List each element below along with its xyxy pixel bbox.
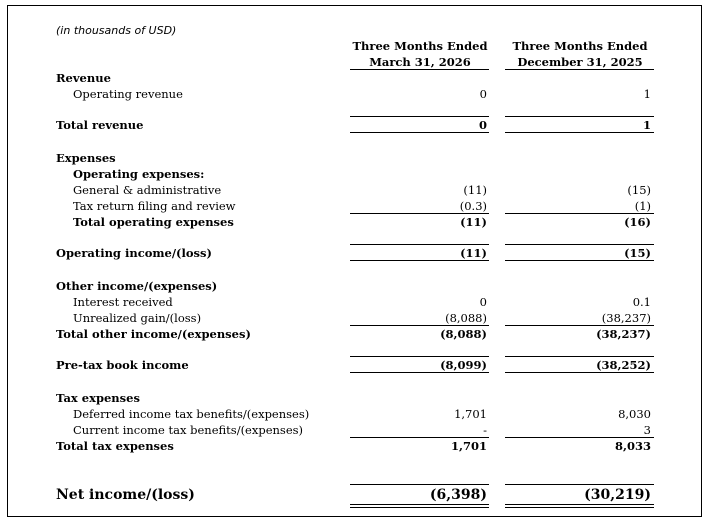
double-rule [350, 504, 489, 505]
value-cell: (38,237) [596, 327, 651, 341]
operating-expenses-heading: Operating expenses: [73, 167, 205, 181]
double-rule [505, 507, 654, 508]
header-underline [350, 69, 489, 70]
column-header-q1-2026 [350, 38, 490, 70]
rule [505, 132, 654, 133]
value-cell: 0 [479, 87, 487, 101]
net-income-label: Net income/(loss) [56, 487, 195, 503]
double-rule [350, 507, 489, 508]
row-label: Interest received [73, 295, 173, 309]
value-cell: (11) [460, 215, 487, 229]
row-label: Tax return filing and review [73, 199, 236, 213]
value-cell: (1) [634, 199, 651, 213]
rule [505, 325, 654, 326]
value-cell: 8,033 [614, 439, 651, 453]
revenue-heading: Revenue [56, 71, 111, 85]
rule [350, 244, 489, 245]
value-cell: (11) [463, 183, 487, 197]
row-label: Unrealized gain/(loss) [73, 311, 202, 325]
row-label: General & administrative [73, 183, 222, 197]
value-cell: (38,252) [596, 358, 651, 372]
value-cell: 1,701 [454, 407, 487, 421]
rule [505, 260, 654, 261]
rule [350, 213, 489, 214]
value-cell: (11) [460, 246, 487, 260]
pretax-label: Pre-tax book income [56, 358, 189, 372]
other-income-heading: Other income/(expenses) [56, 279, 218, 293]
expenses-heading: Expenses [56, 151, 116, 165]
value-cell: 0.1 [632, 295, 651, 309]
rule [350, 437, 489, 438]
total-operating-label: Total operating expenses [73, 215, 234, 229]
total-revenue-label: Total revenue [56, 118, 144, 132]
column-header-q4-2025 [501, 38, 659, 70]
rule [350, 132, 489, 133]
rule [350, 325, 489, 326]
rule [505, 213, 654, 214]
row-label: Deferred income tax benefits/(expenses) [73, 407, 310, 421]
column-header-line2: December 31, 2025 [517, 55, 643, 69]
value-cell: (38,237) [601, 311, 651, 325]
value-cell: 1 [642, 118, 651, 132]
column-header-line1: Three Months Ended [512, 39, 648, 53]
value-cell: 0 [478, 118, 487, 132]
header-underline [505, 69, 654, 70]
value-cell: (8,088) [445, 311, 487, 325]
rule [505, 437, 654, 438]
total-other-label: Total other income/(expenses) [56, 327, 251, 341]
value-cell: (30,219) [584, 487, 651, 503]
value-cell: (8,099) [440, 358, 487, 372]
value-cell: 0 [479, 295, 487, 309]
value-cell: (8,088) [440, 327, 487, 341]
tax-heading: Tax expenses [56, 391, 140, 405]
rule [350, 372, 489, 373]
value-cell: 3 [643, 423, 651, 437]
total-tax-label: Total tax expenses [56, 439, 174, 453]
value-cell: (15) [624, 246, 651, 260]
value-cell: (0.3) [459, 199, 487, 213]
value-cell: (6,398) [429, 487, 487, 503]
rule [505, 116, 654, 117]
rule [350, 356, 489, 357]
value-cell: 1 [643, 87, 651, 101]
units-note: (in thousands of USD) [56, 24, 177, 37]
rule [505, 244, 654, 245]
rule [505, 484, 654, 485]
value-cell: (15) [627, 183, 651, 197]
column-header-line2: March 31, 2026 [369, 55, 471, 69]
double-rule [505, 504, 654, 505]
rule [505, 372, 654, 373]
row-label: Current income tax benefits/(expenses) [73, 423, 304, 437]
rule [350, 116, 489, 117]
column-header-line1: Three Months Ended [352, 39, 488, 53]
rule [505, 356, 654, 357]
row-label: Operating revenue [73, 87, 183, 101]
value-cell: - [483, 423, 487, 437]
value-cell: 8,030 [618, 407, 651, 421]
rule [350, 260, 489, 261]
rule [350, 484, 489, 485]
value-cell: (16) [624, 215, 651, 229]
operating-income-label: Operating income/(loss) [56, 246, 212, 260]
value-cell: 1,701 [450, 439, 487, 453]
